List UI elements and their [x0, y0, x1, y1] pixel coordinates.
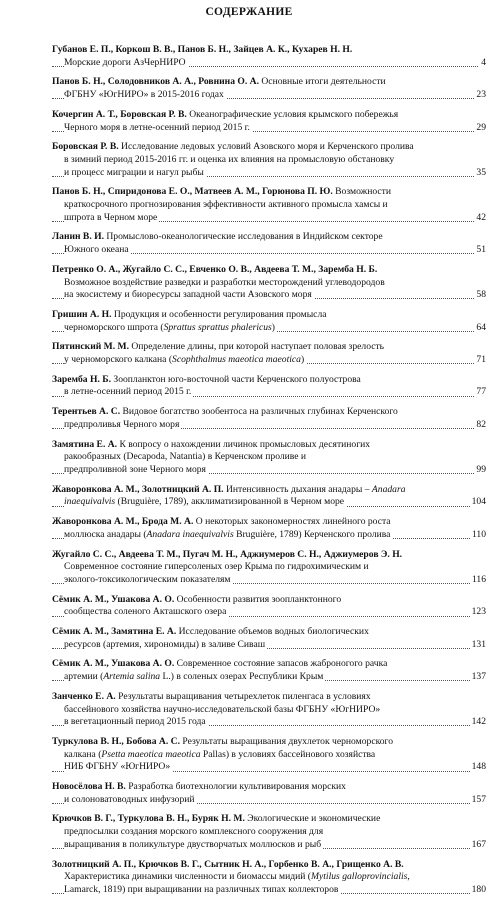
toc-entry-authors: Новосёлова Н. В. [52, 781, 126, 793]
toc-entry-line [52, 761, 486, 774]
toc-entry [52, 309, 486, 334]
toc-entry-text [52, 658, 387, 669]
toc-entry-title-text: Современное состояние запасов жаброногого рачка [174, 658, 388, 670]
toc-entry-line [52, 386, 486, 399]
toc-entry-text [52, 691, 371, 702]
toc-entry-line [52, 704, 486, 717]
toc-entry-title-text: и солоноватоводных инфузорий [64, 793, 195, 805]
toc-entry-title-text: Особенности развития зоопланктонного [174, 593, 342, 605]
toc-entry-text [64, 244, 131, 255]
toc-entry-title-text: у черноморского калкана ( [64, 354, 173, 366]
toc-entry-title-text: предпроливья Черного моря [64, 418, 180, 430]
toc-entry-authors: Туркулова В. Н., Бобова А. С. [52, 735, 180, 747]
toc-entry-text [52, 186, 391, 197]
toc-page-number: 180 [471, 883, 486, 895]
toc-entry-first-line [52, 109, 486, 122]
toc-entry [52, 484, 486, 509]
toc-entry-text [64, 386, 193, 397]
toc-entry-text [52, 439, 370, 450]
toc-entry-line [52, 671, 486, 684]
toc-entry-text [52, 626, 369, 637]
toc-entry-text [52, 264, 377, 275]
toc-entry-title-text: Океанографические условия крымского побережья [186, 108, 399, 120]
toc-entry-authors: Боровская Р. В. [52, 141, 119, 153]
toc-entry-first-line [52, 44, 486, 57]
toc-entry-title-text: краткосрочного прогнозирования эффективности активного промысла хамсы и [64, 199, 388, 211]
toc-entry-text [64, 716, 208, 727]
toc-entry-text [64, 574, 232, 585]
toc-entry-latin-name: Mytilus galloprovincialis [311, 871, 408, 883]
toc-entry-line [52, 639, 486, 652]
toc-entry-title-text: предпроливной зоне Черного моря [64, 463, 206, 475]
toc-entry-first-line [52, 264, 486, 277]
toc-entry-text [64, 826, 323, 837]
toc-entry-text [64, 761, 172, 772]
toc-entry-line [52, 167, 486, 180]
toc-entry-line [52, 606, 486, 619]
toc-entry-text [52, 549, 402, 560]
entry-separator [52, 774, 486, 781]
toc-entry-text [64, 884, 340, 895]
toc-entry-authors: Панов Б. Н., Солодовников А. А., Ровнина О. А. [52, 76, 259, 88]
toc-entry-text [64, 289, 314, 300]
toc-entry-text [64, 561, 369, 572]
toc-entry-text [52, 813, 380, 824]
toc-entry-line [52, 496, 486, 509]
toc-entry-authors: Крючков В. Г., Туркулова В. Н., Буряк Н. М. [52, 813, 245, 825]
toc-entry-first-line [52, 691, 486, 704]
toc-entry-text [64, 529, 392, 540]
toc-entry-text [64, 794, 197, 805]
toc-entry-text [64, 749, 375, 760]
toc-entry [52, 439, 486, 477]
entry-separator [52, 179, 486, 186]
toc-entry-title-text: калкана ( [64, 748, 102, 760]
toc-entry-text [52, 594, 341, 605]
toc-entry-authors: Замятина Е. А. [52, 438, 118, 450]
toc-entry-line [52, 419, 486, 432]
toc-entry-line [52, 57, 486, 70]
toc-entry-line [52, 277, 486, 290]
toc-page-number: 137 [471, 671, 486, 683]
entry-separator [52, 432, 486, 439]
toc-entry-text [52, 141, 414, 152]
toc-entry-title-text: Результаты выращивания двухлеток черноморского [179, 735, 394, 747]
toc-entry-text [52, 374, 361, 385]
toc-entry-line [52, 839, 486, 852]
toc-entry-first-line [52, 549, 486, 562]
toc-page-number: 104 [471, 496, 486, 508]
toc-entry-text [64, 199, 388, 210]
toc-entry-title-text: Результаты выращивания четырехлеток пиленгаса в условиях [115, 690, 371, 702]
toc-entry [52, 406, 486, 431]
toc-entry-line [52, 826, 486, 839]
toc-entry-latin-name: Scophthalmus maeotica maeotica [172, 354, 301, 366]
entry-separator [52, 302, 486, 309]
toc-entry-text [64, 606, 228, 617]
toc-entry-line [52, 884, 486, 897]
toc-entry-line [52, 464, 486, 477]
toc-entry-title-text: О некоторых закономерностях линейного роста [193, 516, 391, 528]
toc-entry-title-text: на экосистему и биоресурсы западной части Азовского моря [64, 289, 312, 301]
toc-entry-first-line [52, 309, 486, 322]
toc-entry-title-text: эколого-токсикологическим показателям [64, 573, 231, 585]
toc-entry-line [52, 749, 486, 762]
toc-entry [52, 781, 486, 806]
toc-entry-title-text: Зоопланктон юго-восточной части Керченского полуострова [110, 373, 361, 385]
toc-entry [52, 374, 486, 399]
page-title: СОДЕРЖАНИЕ [205, 6, 293, 18]
toc-entry-title-text: ) [300, 354, 305, 366]
toc-entry-title-text: предпосылки создания морского комплексного сооружения для [64, 826, 324, 838]
toc-entry-line [52, 871, 486, 884]
toc-entry-title-text: моллюска анадары ( [64, 528, 147, 540]
toc-entry-first-line [52, 484, 486, 497]
toc-page-number: 77 [476, 386, 486, 398]
toc-entry-text [52, 231, 383, 242]
toc-entry-authors: Сёмик А. М., Ушакова А. О. [52, 593, 175, 605]
toc-entry-title-text: Современное состояние гиперсоленых озер Крыма по гидрохимическим и [64, 561, 369, 573]
toc-entry-title-text: L.) в соленых озерах Республики Крым [160, 671, 324, 683]
toc-entry-title-text: Южного океана [64, 244, 129, 256]
toc-entry-title-text: Определение длины, при которой наступает половая зрелость [128, 341, 385, 353]
toc-entry-first-line [52, 736, 486, 749]
entry-separator [52, 852, 486, 859]
toc-entry-text [52, 309, 327, 320]
toc-entry-first-line [52, 859, 486, 872]
toc-entry [52, 549, 486, 587]
toc-entry-first-line [52, 626, 486, 639]
toc-entry-line [52, 451, 486, 464]
toc-page-number: 29 [476, 121, 486, 133]
toc-entry [52, 691, 486, 729]
toc-entry-text [52, 736, 393, 747]
toc-entry-text [64, 704, 380, 715]
toc-entry-first-line [52, 594, 486, 607]
toc-entry-text [52, 76, 386, 87]
toc-entry-latin-name: inaequivalvis [64, 496, 116, 508]
toc-entry-authors: Сёмик А. М., Замятина Е. А. [52, 626, 177, 638]
toc-entry-text [64, 167, 206, 178]
toc-entry-text [52, 484, 405, 495]
toc-entry-line [52, 322, 486, 335]
toc-entry-first-line [52, 186, 486, 199]
toc-entry-title-text: сообщества соленого Акташского озера [64, 606, 227, 618]
toc-entry-title-text: Интенсивность дыхания анадары – [223, 483, 372, 495]
toc-page-number: 157 [471, 793, 486, 805]
toc-entry-text [64, 639, 267, 650]
toc-entry-title-text: Основные итоги деятельности [258, 76, 386, 88]
toc-entry-first-line [52, 141, 486, 154]
toc-entry-text [52, 341, 384, 352]
toc-entry-text [64, 122, 252, 133]
entry-separator [52, 729, 486, 736]
entry-separator [52, 509, 486, 516]
toc-page-number: 35 [476, 166, 486, 178]
toc-entry-title-text: НИБ ФГБНУ «ЮгНИРО» [64, 761, 171, 773]
entry-separator [52, 542, 486, 549]
toc-entry-title-text: шпрота в Черном море [64, 211, 158, 223]
toc-entry-title-text: и процесс миграции и нагул рыбы [64, 166, 204, 178]
toc-entry-title-text: Продукция и особенности регулирования промысла [111, 308, 327, 320]
toc-entry-line [52, 244, 486, 257]
toc-entry-text [64, 871, 410, 882]
toc-entry-line [52, 122, 486, 135]
toc-page-number: 99 [476, 463, 486, 475]
toc-entry-title-text: в зимний период 2015-2016 гг. и оценка их влияния на промысловую обстановку [64, 153, 395, 165]
toc-entry-title-text: ФГБНУ «ЮгНИРО» в 2015-2016 годах [64, 89, 224, 101]
toc-entry-line [52, 794, 486, 807]
toc-entry-text [64, 671, 325, 682]
toc-page-number: 64 [476, 321, 486, 333]
entry-separator [52, 224, 486, 231]
toc-page-number: 110 [471, 528, 486, 540]
toc-entry-text [64, 89, 226, 100]
entry-separator [52, 399, 486, 406]
toc-page-number: 42 [476, 211, 486, 223]
toc-entry-text [64, 451, 306, 462]
toc-entry-text [52, 859, 404, 870]
entry-separator [52, 334, 486, 341]
toc-entry-title-text: черноморского шпрота ( [64, 321, 164, 333]
toc-entry-authors: Терентьев А. С. [52, 406, 121, 418]
toc-entry-text [52, 516, 391, 527]
toc-page-number: 23 [476, 89, 486, 101]
toc-page-number: 82 [476, 418, 486, 430]
toc-entry-text [64, 277, 385, 288]
toc-entry-first-line [52, 341, 486, 354]
toc-entry-authors: Занченко Е. А. [52, 690, 116, 702]
entry-separator [52, 257, 486, 264]
toc-entry-authors: Заремба Н. Б. [52, 373, 111, 385]
toc-entry-authors: Ланин В. И. [52, 231, 104, 243]
toc-entry-line [52, 89, 486, 102]
toc-entry-authors: Петренко О. А., Жугайло С. С., Евченко О. В., Авдеева Т. М., Заремба Н. Б. [52, 263, 378, 275]
toc-entry-line [52, 289, 486, 302]
entry-separator [52, 619, 486, 626]
toc-page-number: 58 [476, 289, 486, 301]
toc-entry-text [64, 464, 208, 475]
toc-entry [52, 594, 486, 619]
toc-page-number: 116 [471, 573, 486, 585]
entry-separator [52, 367, 486, 374]
toc-page-number: 51 [476, 244, 486, 256]
toc-entry [52, 186, 486, 224]
toc-entry-text [52, 109, 398, 120]
toc-entry-line [52, 561, 486, 574]
toc-entry-title-text: Разработка биотехнологии культивирования морских [125, 781, 346, 793]
toc-entry-title-text: Возможное воздействие разведки и разработки месторождений углеводородов [64, 276, 385, 288]
toc-entry-latin-name: Artemia salina [103, 671, 161, 683]
toc-page-number: 71 [476, 354, 486, 366]
toc-entry-title-text: Исследование ледовых условий Азовского моря и Керченского пролива [118, 141, 414, 153]
toc-page-number: 123 [471, 606, 486, 618]
toc-page-number: 167 [471, 838, 486, 850]
toc-entry-authors: Кочергин А. Т., Боровская Р. В. [52, 108, 187, 120]
entry-separator [52, 806, 486, 813]
toc-page-number: 148 [471, 761, 486, 773]
toc-entry [52, 626, 486, 651]
toc-entry-title-text: артемии ( [64, 671, 104, 683]
entry-separator [52, 651, 486, 658]
toc-entry-title-text: (Bruguière, 1789), акклиматизированной в Черном море [115, 496, 345, 508]
entry-separator [52, 684, 486, 691]
toc-entry-latin-name: Psetta maeotica maeotica [101, 748, 201, 760]
toc-entry-title-text: Lamarck, 1819) при выращивании на различных типах коллекторов [64, 883, 339, 895]
toc-entry-first-line [52, 406, 486, 419]
toc-entry-title-text: Морские дороги АзЧерНИРО [64, 56, 186, 68]
toc-entry-authors: Золотницкий А. П., Крючков В. Г., Сытник Н. А., Горбенко В. А., Грищенко А. В. [52, 858, 404, 870]
toc-entry-authors: Гришин А. Н. [52, 308, 112, 320]
entry-separator [52, 134, 486, 141]
toc-entry-first-line [52, 231, 486, 244]
entry-separator [52, 102, 486, 109]
toc-entry [52, 859, 486, 897]
toc-entry-text [64, 154, 394, 165]
toc-entry-text [52, 406, 398, 417]
toc-entry [52, 141, 486, 179]
toc-entry-first-line [52, 516, 486, 529]
toc-entry-title-text: Черного моря в летне-осенний период 2015 г. [64, 121, 250, 133]
toc-entry [52, 264, 486, 302]
toc-entry-authors: Жугайло С. С., Авдеева Т. М., Пугач М. Н., Аджиумеров С. Н., Аджиумеров Э. Н. [52, 548, 403, 560]
toc-entry-title-text: Промыслово-океанологические исследования в Индийском секторе [103, 231, 383, 243]
toc-entry-latin-name: Anadara [371, 483, 406, 495]
toc-entry-title-text: в вегетационный период 2015 года [64, 716, 206, 728]
toc-entry-title-text: Возможности [332, 186, 392, 198]
toc-entry-line [52, 154, 486, 167]
toc-entry-title-text: бассейнового хозяйства научно-исследовательской базы ФГБНУ «ЮгНИРО» [64, 703, 381, 715]
toc-entry [52, 76, 486, 101]
toc-entry-text [64, 212, 159, 223]
table-of-contents [52, 44, 486, 897]
toc-page-number: 131 [471, 638, 486, 650]
toc-entry-title-text: К вопросу о нахождении личинок промысловых десятиногих [117, 438, 371, 450]
entry-separator [52, 587, 486, 594]
toc-entry-text [64, 496, 346, 507]
toc-entry-authors: Губанов Е. П., Коркош В. В., Панов Б. Н., Зайцев А. К., Кухарев Н. Н. [52, 44, 353, 55]
toc-entry-title-text: ресурсов (артемия, хирономиды) в заливе Сиваш [64, 638, 266, 650]
toc-entry-title-text: Видовое богатство зообентоса на различных глубинах Керченского [120, 406, 398, 418]
toc-entry-text [64, 354, 306, 365]
toc-entry-line [52, 716, 486, 729]
toc-entry-authors: Жаворонкова А. М., Золотницкий А. П. [52, 483, 224, 495]
toc-entry-authors: Панов Б. Н., Спиридонова Е. О., Матвеев А. М., Горюнова П. Ю. [52, 186, 333, 198]
toc-entry-title-text: Bruguière, 1789) Керченского пролива [233, 528, 391, 540]
toc-entry-title-text: Исследование объемов водных биологических [176, 626, 369, 638]
toc-entry-title-text: Pallas) в условиях бассейнового хозяйства [200, 748, 376, 760]
toc-entry-latin-name: Anadara inaequivalvis [146, 528, 234, 540]
entry-separator [52, 69, 486, 76]
toc-entry [52, 658, 486, 683]
toc-entry-first-line [52, 374, 486, 387]
toc-entry-first-line [52, 658, 486, 671]
toc-entry-authors: Сёмик А. М., Ушакова А. О. [52, 658, 175, 670]
toc-entry-first-line [52, 439, 486, 452]
toc-entry [52, 109, 486, 134]
toc-entry-line [52, 212, 486, 225]
toc-entry-title-text: выращивания в поликультуре двустворчатых моллюсков и рыб [64, 838, 322, 850]
toc-entry-text [64, 57, 188, 68]
toc-entry-text [64, 839, 323, 850]
toc-entry-first-line [52, 813, 486, 826]
toc-entry-authors: Жаворонкова А. М., Брода М. А. [52, 516, 194, 528]
toc-entry [52, 813, 486, 851]
toc-entry-text [52, 44, 352, 55]
toc-entry [52, 516, 486, 541]
toc-entry-title-text: , [407, 871, 410, 883]
toc-entry-first-line [52, 781, 486, 794]
toc-entry-text [64, 419, 181, 430]
toc-entry-title-text: Характеристика динамики численности и биомассы мидий ( [64, 871, 312, 883]
toc-entry-title-text: Экологические и экономические [244, 813, 381, 825]
toc-page-number: 142 [471, 716, 486, 728]
toc-entry [52, 736, 486, 774]
toc-entry-line [52, 199, 486, 212]
toc-entry-authors: Пятинский М. М. [52, 341, 129, 353]
toc-page-number: 4 [481, 56, 486, 68]
toc-entry [52, 44, 486, 69]
toc-entry-title-text: ракообразных (Decapoda, Natantia) в Керченском проливе и [64, 451, 307, 463]
toc-entry-title-text: ) [271, 321, 275, 333]
toc-entry [52, 341, 486, 366]
toc-entry-text [52, 781, 346, 792]
toc-entry [52, 231, 486, 256]
toc-entry-line [52, 574, 486, 587]
toc-entry-line [52, 529, 486, 542]
toc-entry-text [64, 322, 277, 333]
toc-entry-first-line [52, 76, 486, 89]
toc-entry-line [52, 354, 486, 367]
entry-separator [52, 477, 486, 484]
toc-entry-latin-name: Sprattus sprattus phalericus [163, 321, 272, 333]
toc-entry-title-text: в летне-осенний период 2015 г. [64, 386, 192, 398]
